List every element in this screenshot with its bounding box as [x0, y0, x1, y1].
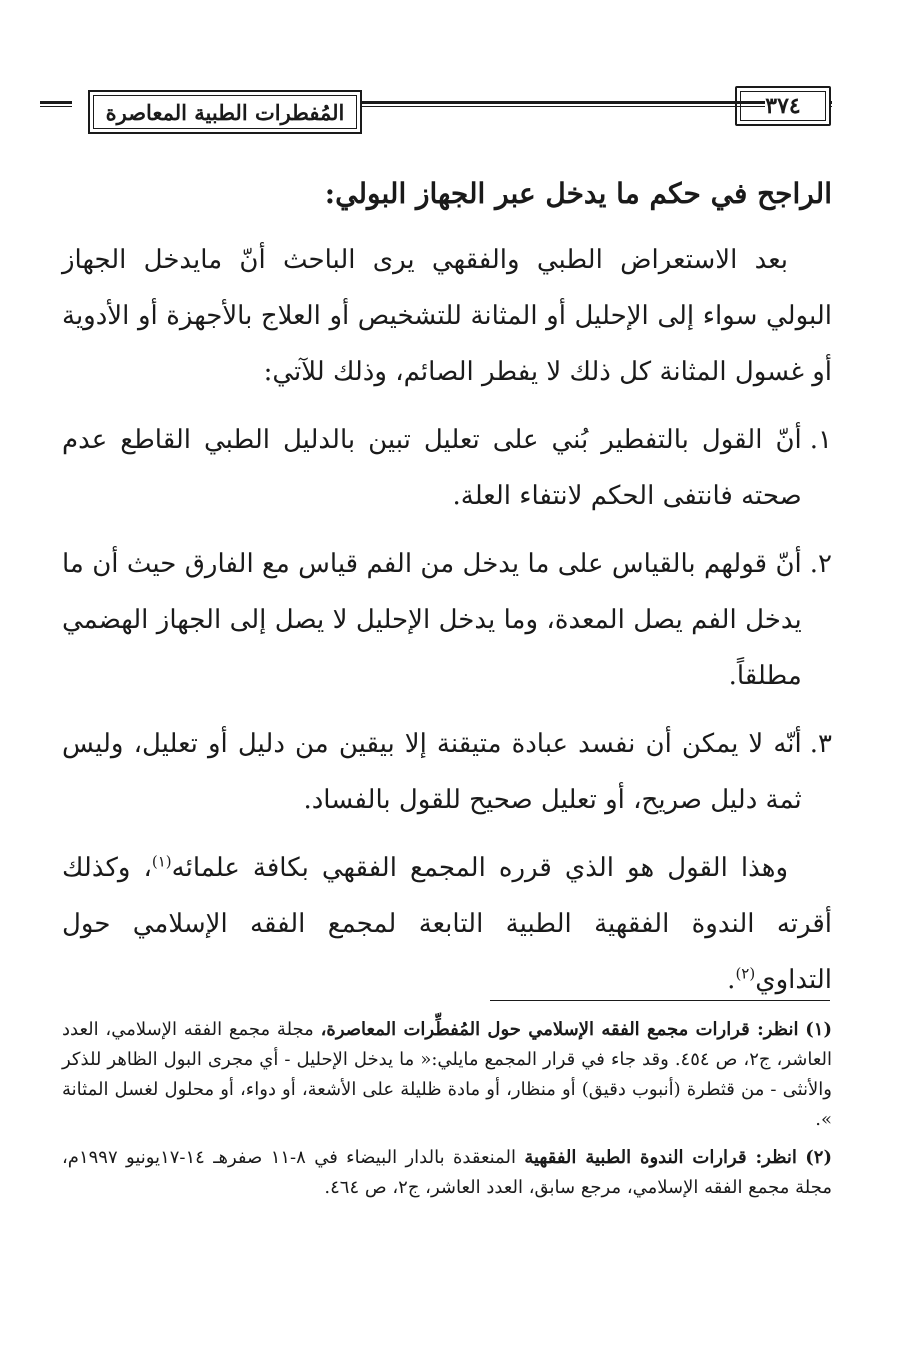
footnote-ref-1[interactable]: (١) [151, 852, 172, 871]
intro-paragraph: بعد الاستعراض الطبي والفقهي يرى الباحث أنّ مايدخل الجهاز البولي سواء إلى الإحليل أو المثانة للتشخيص أو العلاج بالأجهزة أو الأدوية أو غسول المثانة كل ذلك لا يفطر الصائم، وذلك للآتي: [62, 245, 832, 387]
list-item-text: أنّه لا يمكن أن نفسد عبادة متيقنة إلا بيقين من دليل أو تعليل، وليس ثمة دليل صريح، أو تعليل صحيح للقول بالفساد. [62, 729, 802, 815]
footnote-text: المنعقدة بالدار البيضاء في ٨-١١ صفرهـ ١٤-١٧يونيو ١٩٩٧م، مجلة مجمع الفقه الإسلامي، مرجع سابق، العدد العاشر، ج٢، ص ٤٦٤. [62, 1147, 832, 1198]
list-item [62, 412, 832, 524]
header-rule-left [40, 101, 72, 107]
footnote-number: (١) [805, 1019, 832, 1040]
main-content [62, 172, 832, 1008]
footnotes [62, 1015, 832, 1211]
running-title-text: المُفطرات الطبية المعاصرة [105, 99, 345, 125]
list-item [62, 716, 832, 828]
footnote-1 [62, 1015, 832, 1135]
closing-text-3: . [727, 965, 736, 995]
closing-text-2: ، وكذلك أقرته الندوة الفقهية الطبية التابعة لمجمع الفقه الإسلامي حول التداوي [62, 853, 832, 995]
section-heading: الراجح في حكم ما يدخل عبر الجهاز البولي: [324, 177, 832, 210]
list-item-text: أنّ قولهم بالقياس على ما يدخل من الفم قياس مع الفارق حيث أن ما يدخل الفم يصل المعدة، وما يدخل الإحليل لا يصل إلى الجهاز الهضمي مطلقاً. [62, 549, 802, 691]
list-item-number: ٣. [809, 729, 832, 759]
list-item-text: أنّ القول بالتفطير بُني على تعليل تبين بالدليل الطبي القاطع عدم صحته فانتفى الحكم لانتفاء العلة. [62, 425, 802, 511]
closing-paragraph [62, 840, 832, 1008]
page-header [40, 86, 832, 138]
footnote-number: (٢) [805, 1147, 832, 1168]
footnote-lead: انظر: قرارات مجمع الفقه الإسلامي حول المُفطِّرات المعاصرة، [320, 1019, 799, 1040]
footnote-2 [62, 1143, 832, 1203]
list-item-number: ١. [809, 425, 832, 455]
header-rule-middle [355, 101, 765, 107]
footnote-ref-2[interactable]: (٢) [735, 964, 756, 983]
footnote-separator [490, 1000, 830, 1001]
list-item [62, 536, 832, 704]
footnote-lead: انظر: قرارات الندوة الطبية الفقهية [524, 1147, 797, 1168]
footnote-text: مجلة مجمع الفقه الإسلامي، العدد العاشر، ج٢، ص ٤٥٤. وقد جاء في قرار المجمع مايلي:« ما يدخل الإحليل - أي مجرى البول الظاهر للذكر والأنثى - من قثطرة (أنبوب دقيق) أو منظار، أو مادة ظليلة على الأشعة، أو دواء، أو محلول لغسل المثانة ». [62, 1019, 832, 1130]
closing-text-1: وهذا القول هو الذي قرره المجمع الفقهي بكافة علمائه [171, 853, 789, 883]
list-item-number: ٢. [809, 549, 832, 579]
running-title [88, 90, 362, 134]
page-number-text: ٣٧٤ [765, 93, 801, 119]
